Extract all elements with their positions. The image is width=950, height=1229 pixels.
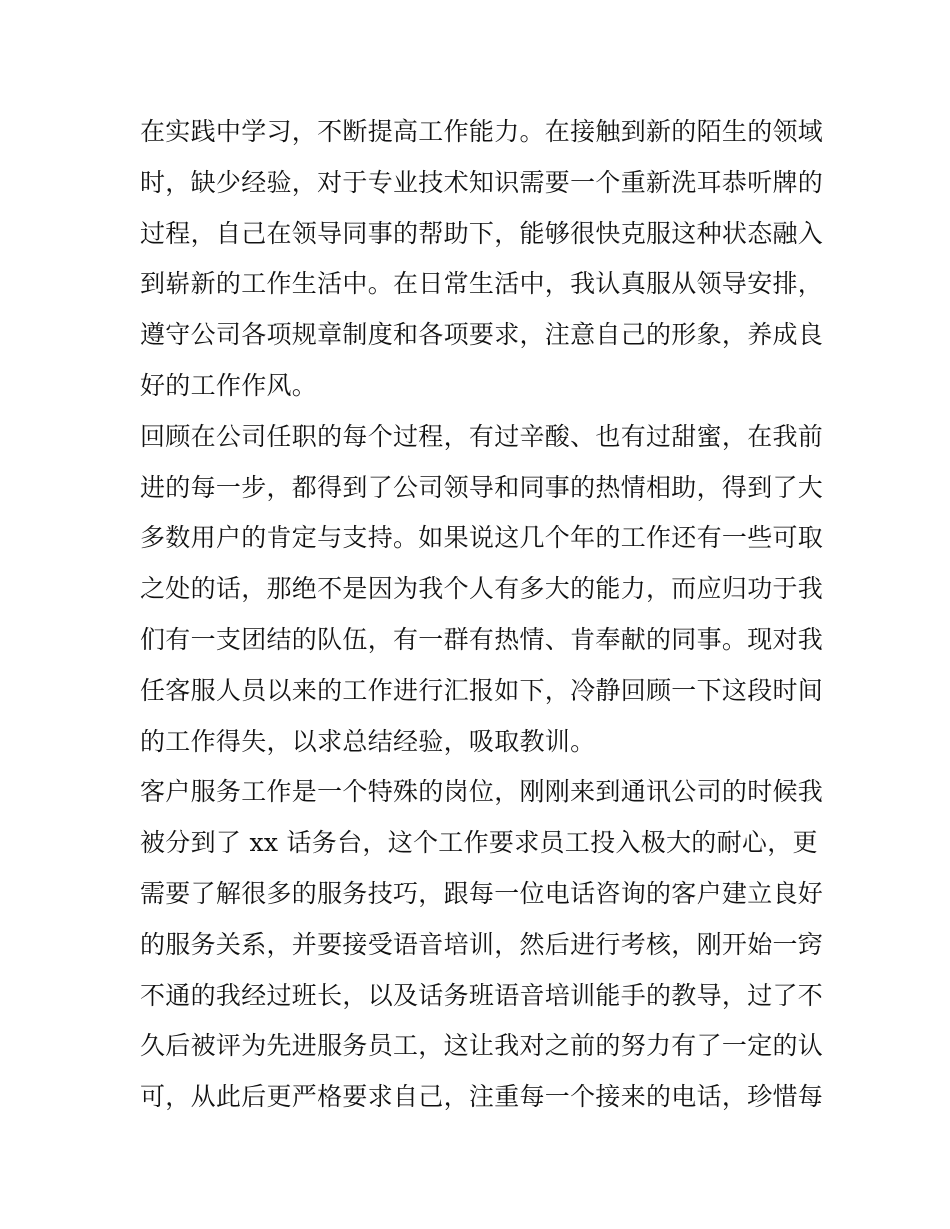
text-line: 可，从此后更严格要求自己，注重每一个接来的电话，珍惜每 <box>140 1082 824 1112</box>
document-body <box>140 107 824 1123</box>
text-line: 时，缺少经验，对于专业技术知识需要一个重新洗耳恭听牌的 <box>140 167 824 197</box>
text-line: 久后被评为先进服务员工，这让我对之前的努力有了一定的认 <box>140 1031 824 1061</box>
text-line: 遵守公司各项规章制度和各项要求，注意自己的形象，养成良 <box>140 320 824 350</box>
paragraph-1 <box>140 107 824 412</box>
text-line: 不通的我经过班长，以及话务班语音培训能手的教导，过了不 <box>140 980 824 1010</box>
text-line: 们有一支团结的队伍，有一群有热情、肯奉献的同事。现对我 <box>140 624 824 654</box>
text-line: 到崭新的工作生活中。在日常生活中，我认真服从领导安排， <box>140 269 824 299</box>
text-line: 在实践中学习，不断提高工作能力。在接触到新的陌生的领域 <box>140 117 824 146</box>
text-line: 好的工作作风。 <box>140 370 318 400</box>
text-line: 多数用户的肯定与支持。如果说这几个年的工作还有一些可取 <box>140 523 824 553</box>
text-line: 的工作得失，以求总结经验，吸取教训。 <box>140 726 596 756</box>
text-line: 进的每一步，都得到了公司领导和同事的热情相助，得到了大 <box>140 472 824 502</box>
text-line: 任客服人员以来的工作进行汇报如下，冷静回顾一下这段时间 <box>140 675 824 705</box>
text-line: 的服务关系，并要接受语音培训，然后进行考核，刚开始一窍 <box>140 929 824 959</box>
text-line: 过程，自己在领导同事的帮助下，能够很快克服这种状态融入 <box>140 218 824 248</box>
paragraph-3 <box>140 767 824 1123</box>
text-line: 需要了解很多的服务技巧，跟每一位电话咨询的客户建立良好 <box>140 878 824 908</box>
paragraph-2 <box>140 412 824 768</box>
text-line: 回顾在公司任职的每个过程，有过辛酸、也有过甜蜜，在我前 <box>140 421 824 451</box>
text-line: 客户服务工作是一个特殊的岗位，刚刚来到通讯公司的时候我 <box>140 777 824 807</box>
text-line: 被分到了 xx 话务台，这个工作要求员工投入极大的耐心，更 <box>140 828 818 858</box>
text-line: 之处的话，那绝不是因为我个人有多大的能力，而应归功于我 <box>140 574 824 604</box>
